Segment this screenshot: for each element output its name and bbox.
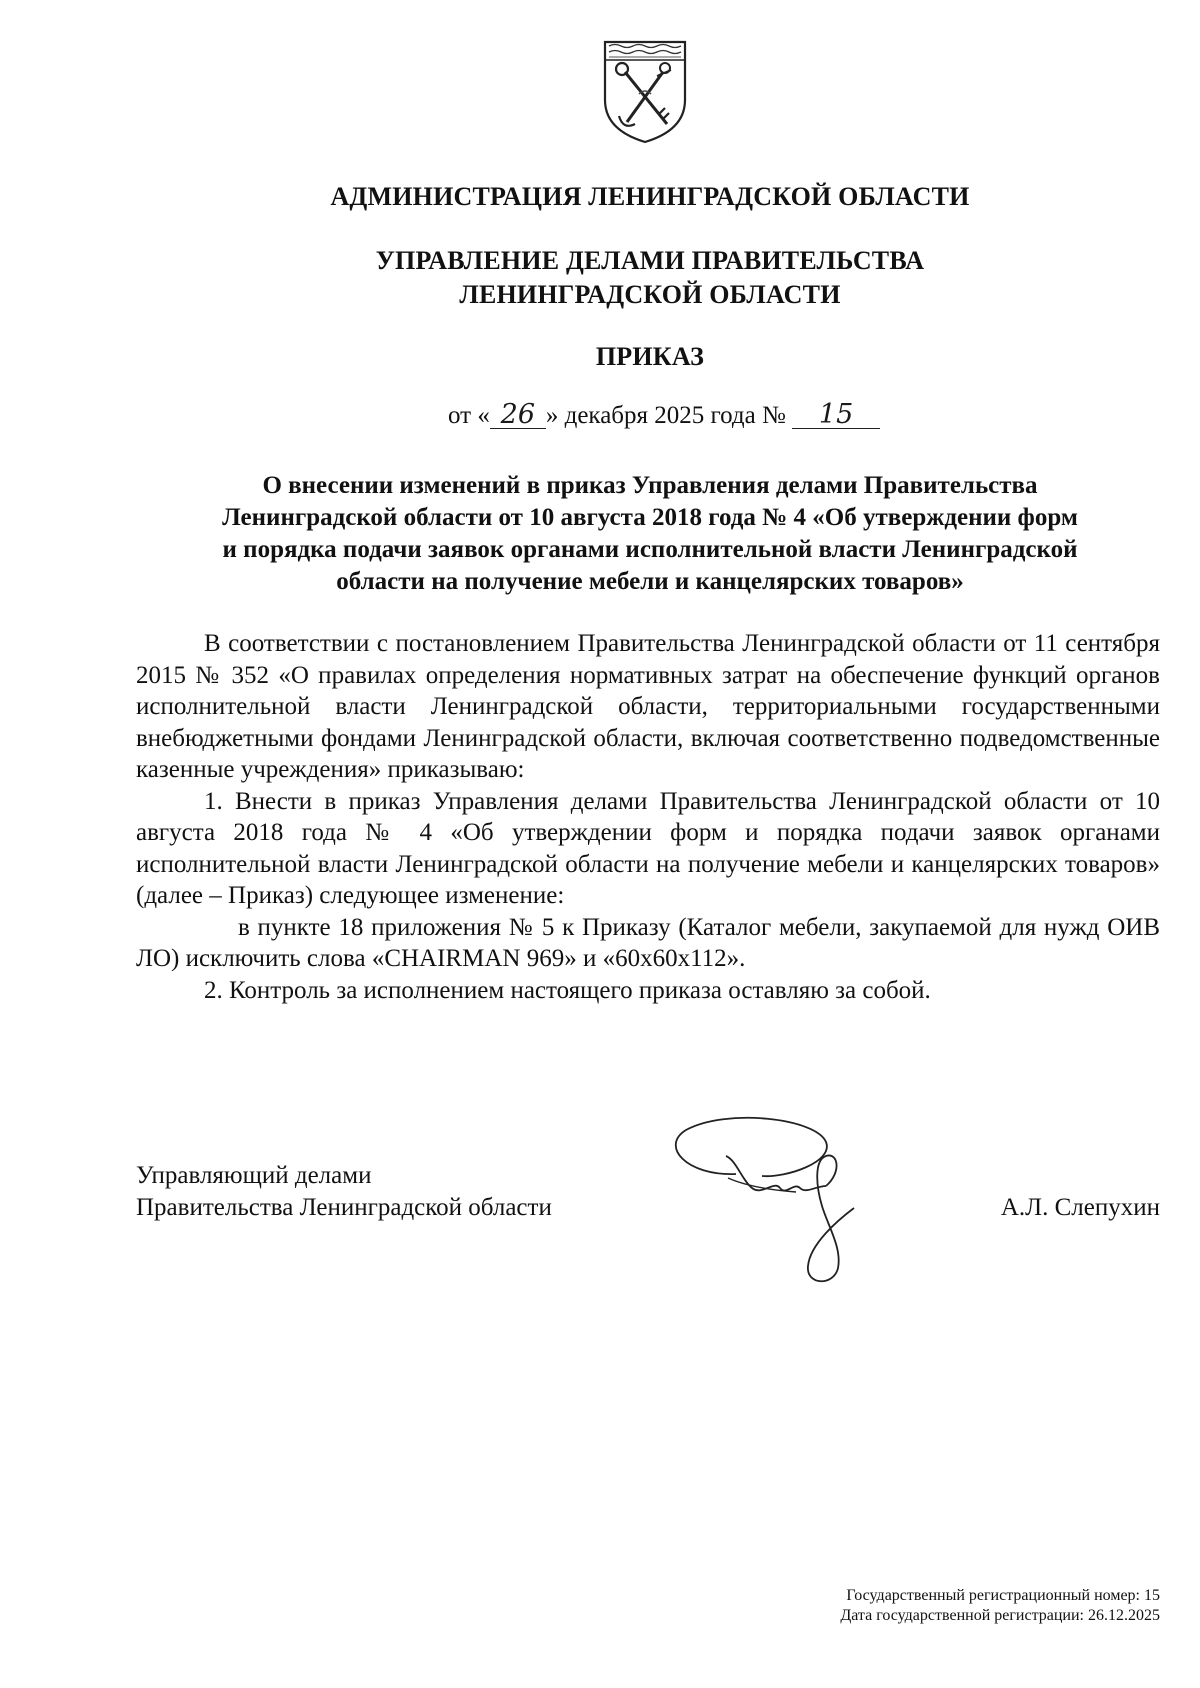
coat-of-arms-icon bbox=[601, 38, 689, 146]
registration-number: Государственный регистрационный номер: 15 bbox=[846, 1587, 1160, 1604]
date-prefix: от « bbox=[448, 402, 490, 429]
signatory-name: А.Л. Слепухин bbox=[1000, 1194, 1160, 1221]
signatory-position bbox=[136, 1160, 552, 1224]
item-1-subparagraph: в пункте 18 приложения № 5 к Приказу (Каталог мебели, закупаемой для нужд ОИВ ЛО) исключить слова «CHAIRMAN 969» и «60x60x112». bbox=[136, 913, 1160, 972]
item-1-paragraph: 1. Внести в приказ Управления делами Правительства Ленинградской области от 10 августа 2018 года № 4 «Об утверждении форм и порядка подачи заявок органами исполнительной власти Ленинградской области на получение мебели и канцелярских товаров» (далее – Приказ) следующее изменение: bbox=[136, 787, 1160, 909]
order-date-line bbox=[448, 399, 880, 430]
handwritten-day: 26 bbox=[490, 402, 546, 429]
position-line: Правительства Ленинградской области bbox=[136, 1194, 552, 1221]
position-line: Управляющий делами bbox=[136, 1162, 372, 1189]
registration-info bbox=[840, 1586, 1160, 1626]
subject-line: Ленинградской области от 10 августа 2018 года № 4 «Об утверждении форм bbox=[222, 504, 1078, 531]
order-subject bbox=[150, 470, 1150, 598]
document-type-heading: ПРИКАЗ bbox=[595, 342, 705, 371]
handwritten-order-number: 15 bbox=[792, 402, 880, 429]
order-body bbox=[136, 628, 1160, 1006]
item-2-paragraph: 2. Контроль за исполнением настоящего приказа оставляю за собой. bbox=[204, 976, 931, 1004]
subject-line: области на получение мебели и канцелярских товаров» bbox=[336, 568, 964, 595]
subject-line: и порядка подачи заявок органами исполнительной власти Ленинградской bbox=[222, 536, 1078, 563]
department-heading-line2: ЛЕНИНГРАДСКОЙ ОБЛАСТИ bbox=[459, 280, 841, 309]
handwritten-signature bbox=[666, 1116, 896, 1296]
registration-date: Дата государственной регистрации: 26.12.2025 bbox=[840, 1607, 1160, 1624]
date-middle: » декабря 2025 года № bbox=[545, 402, 786, 429]
administration-heading: АДМИНИСТРАЦИЯ ЛЕНИНГРАДСКОЙ ОБЛАСТИ bbox=[330, 182, 970, 211]
department-heading-line1: УПРАВЛЕНИЕ ДЕЛАМИ ПРАВИТЕЛЬСТВА bbox=[375, 246, 925, 275]
subject-line: О внесении изменений в приказ Управления делами Правительства bbox=[262, 472, 1038, 499]
preamble-paragraph: В соответствии с постановлением Правительства Ленинградской области от 11 сентября 2015 № 352 «О правилах определения нормативных затрат на обеспечение функций органов исполнительной власти Ленинградской области, территориальными государственными внебюджетными фондами Ленинградской области, включая соответственно подведомственные казенные учреждения» приказываю: bbox=[136, 630, 1160, 783]
